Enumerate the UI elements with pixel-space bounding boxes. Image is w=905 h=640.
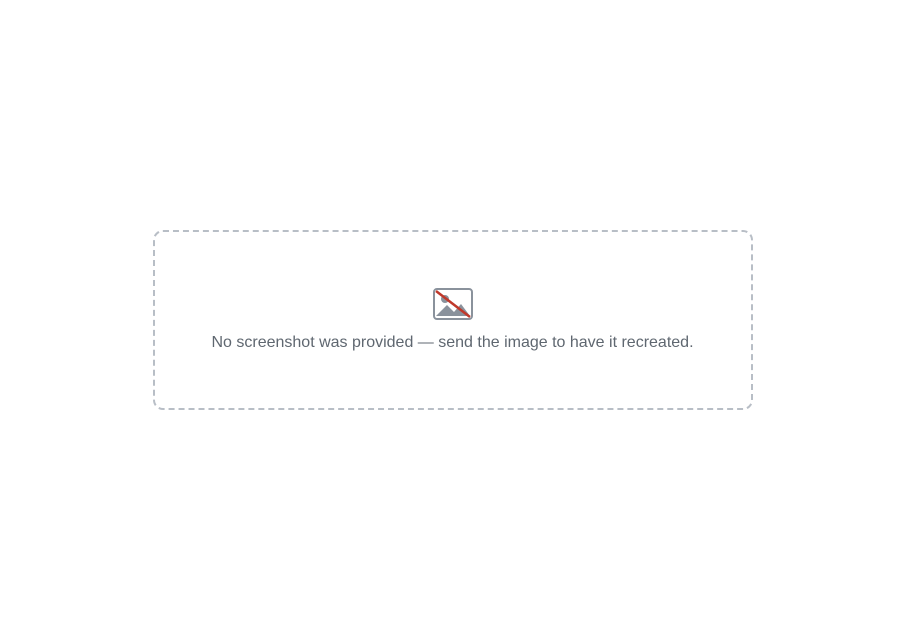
image-missing-icon xyxy=(433,288,473,320)
missing-image-placeholder xyxy=(153,230,753,410)
placeholder-message: No screenshot was provided — send the image to have it recreated. xyxy=(211,334,694,351)
